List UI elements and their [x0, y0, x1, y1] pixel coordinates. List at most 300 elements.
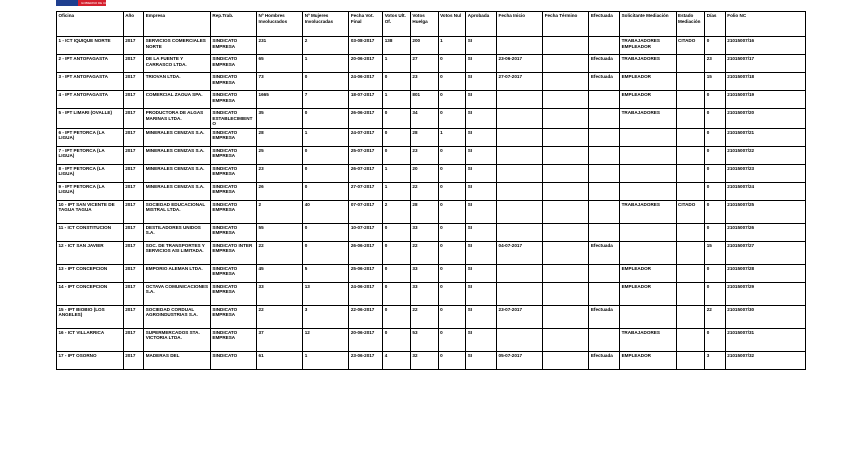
table-cell: 22: [410, 305, 438, 328]
table-cell: SINDICATO EMPRESA: [210, 73, 256, 91]
table-cell: [543, 55, 589, 73]
column-header: Fecha Inicio: [497, 12, 543, 37]
table-cell: 1: [383, 55, 411, 73]
table-cell: 21015007/28: [725, 264, 805, 282]
table-cell: 1: [438, 37, 466, 55]
table-cell: [497, 164, 543, 182]
table-cell: 2: [303, 37, 349, 55]
table-cell: [543, 305, 589, 328]
table-cell: 0: [383, 128, 411, 146]
table-row: [57, 37, 806, 55]
table-cell: PRODUCTORA DE ALGAS MARINAS LTDA.: [144, 109, 211, 129]
table-row: [57, 241, 806, 264]
table-cell: 28: [410, 128, 438, 146]
table-cell: 24-06-2017: [349, 73, 383, 91]
table-cell: 23: [410, 146, 438, 164]
table-cell: [620, 128, 676, 146]
table-cell: 03-08-2017: [349, 37, 383, 55]
table-cell: [543, 328, 589, 351]
table-cell: 0: [383, 223, 411, 241]
table-cell: SINDICATO EMPRESA: [210, 146, 256, 164]
table-cell: SI: [466, 146, 497, 164]
table-cell: [543, 282, 589, 305]
column-header: Votos Nul: [438, 12, 466, 37]
table-cell: 05-07-2017: [497, 351, 543, 369]
table-cell: 26-07-2017: [349, 164, 383, 182]
table-row: [57, 128, 806, 146]
table-cell: EMPLEADOR: [620, 264, 676, 282]
table-cell: [543, 73, 589, 91]
table-cell: 0: [705, 128, 726, 146]
table-cell: 10 - IPT SAN VICENTE DE TAGUA TAGUA: [57, 200, 124, 223]
table-cell: SINDICATO EMPRESA: [210, 328, 256, 351]
table-cell: 3: [303, 305, 349, 328]
negotiations-table: [56, 11, 806, 370]
table-cell: 37: [257, 328, 303, 351]
table-cell: 21015007/32: [725, 351, 805, 369]
table-cell: 0: [438, 73, 466, 91]
table-cell: 18-07-2017: [349, 91, 383, 109]
table-cell: 1: [303, 128, 349, 146]
table-cell: 25: [257, 146, 303, 164]
table-cell: 7 - IPT PETORCA (LA LIGUA): [57, 146, 124, 164]
table-cell: 33: [410, 282, 438, 305]
table-cell: 6 - IPT PETORCA (LA LIGUA): [57, 128, 124, 146]
table-cell: 1: [303, 351, 349, 369]
table-cell: 22: [410, 241, 438, 264]
table-cell: 0: [438, 91, 466, 109]
table-cell: 07-07-2017: [349, 200, 383, 223]
table-cell: 25-06-2017: [349, 264, 383, 282]
table-cell: [676, 264, 705, 282]
table-cell: 21015007/22: [725, 146, 805, 164]
table-cell: 3: [705, 351, 726, 369]
table-cell: 33: [410, 223, 438, 241]
table-cell: [543, 351, 589, 369]
table-cell: 0: [438, 305, 466, 328]
table-cell: SI: [466, 91, 497, 109]
table-cell: 0: [705, 200, 726, 223]
table-cell: 2017: [123, 200, 144, 223]
table-cell: 2017: [123, 182, 144, 200]
government-logo: [56, 0, 112, 7]
table-cell: 15 - IPT BIOBIO (LOS ANGELES): [57, 305, 124, 328]
table-cell: 2: [257, 200, 303, 223]
table-cell: 32: [410, 351, 438, 369]
table-cell: 0: [383, 146, 411, 164]
table-cell: SINDICATO EMPRESA: [210, 282, 256, 305]
table-cell: 55: [257, 223, 303, 241]
column-header: Rep.Trab.: [210, 12, 256, 37]
table-cell: TRABAJADORES EMPLEADOR: [620, 37, 676, 55]
table-cell: SI: [466, 37, 497, 55]
table-cell: SINDICATO EMPRESA: [210, 264, 256, 282]
table-cell: [620, 223, 676, 241]
table-header-row: [57, 12, 806, 37]
table-cell: MADERAS DEL: [144, 351, 211, 369]
table-cell: [676, 164, 705, 182]
table-cell: 20: [410, 164, 438, 182]
table-cell: SI: [466, 223, 497, 241]
table-cell: TRIOVAN LTDA.: [144, 73, 211, 91]
table-cell: SI: [466, 164, 497, 182]
table-cell: [543, 128, 589, 146]
table-cell: 10-07-2017: [349, 223, 383, 241]
column-header: Fecha Vot. Final: [349, 12, 383, 37]
table-cell: 9 - IPT PETORCA (LA LIGUA): [57, 182, 124, 200]
table-cell: [589, 91, 620, 109]
table-cell: [676, 328, 705, 351]
table-cell: 0: [705, 182, 726, 200]
column-header: Empresa: [144, 12, 211, 37]
column-header: Fecha Término: [543, 12, 589, 37]
table-cell: [497, 128, 543, 146]
table-cell: [543, 109, 589, 129]
table-cell: 27: [410, 55, 438, 73]
column-header: Nº Hombres Involucrados: [257, 12, 303, 37]
table-cell: DESTILADORES UNIDOS S.A.: [144, 223, 211, 241]
table-row: [57, 73, 806, 91]
table-cell: 21015007/21: [725, 128, 805, 146]
table-cell: 2017: [123, 223, 144, 241]
table-cell: 0: [438, 182, 466, 200]
table-cell: 65: [257, 55, 303, 73]
table-cell: 23: [410, 73, 438, 91]
table-cell: SI: [466, 264, 497, 282]
table-cell: [589, 109, 620, 129]
table-cell: [676, 351, 705, 369]
table-cell: 15: [705, 241, 726, 264]
table-cell: 21015007/27: [725, 241, 805, 264]
table-cell: 3 - IPT ANTOFAGASTA: [57, 73, 124, 91]
table-cell: 21015007/26: [725, 223, 805, 241]
table-cell: SINDICATO EMPRESA: [210, 128, 256, 146]
table-cell: 0: [303, 73, 349, 91]
table-cell: 138: [383, 37, 411, 55]
table-cell: 1: [438, 128, 466, 146]
column-header: Oficina: [57, 12, 124, 37]
table-cell: 11 - ICT CONSTITUCION: [57, 223, 124, 241]
table-cell: 8 - IPT PETORCA (LA LIGUA): [57, 164, 124, 182]
table-cell: 0: [303, 109, 349, 129]
table-cell: [676, 182, 705, 200]
table-cell: 26-06-2017: [349, 241, 383, 264]
table-row: [57, 305, 806, 328]
table-cell: [497, 182, 543, 200]
table-cell: 22: [257, 305, 303, 328]
table-cell: 0: [705, 109, 726, 129]
table-cell: 13: [303, 282, 349, 305]
table-row: [57, 164, 806, 182]
table-cell: 0: [705, 91, 726, 109]
table-cell: Efectuada: [589, 55, 620, 73]
table-cell: 2017: [123, 37, 144, 55]
table-cell: EMPLEADOR: [620, 351, 676, 369]
table-cell: Efectuada: [589, 73, 620, 91]
table-cell: SI: [466, 182, 497, 200]
table-cell: [589, 282, 620, 305]
table-cell: [543, 200, 589, 223]
table-cell: 15: [705, 73, 726, 91]
table-cell: 45: [257, 264, 303, 282]
table-cell: MINERALES CENIZAS S.A.: [144, 128, 211, 146]
table-cell: 0: [438, 109, 466, 129]
table-cell: 0: [438, 241, 466, 264]
table-cell: 231: [257, 37, 303, 55]
table-cell: 7: [303, 91, 349, 109]
table-row: [57, 55, 806, 73]
table-cell: SOC. DE TRANSPORTES Y SERVICIOS ASI LIMITADA.: [144, 241, 211, 264]
table-cell: MINERALES CENIZAS S.A.: [144, 146, 211, 164]
table-cell: 2: [383, 200, 411, 223]
table-cell: [620, 305, 676, 328]
table-cell: TRABAJADORES: [620, 109, 676, 129]
table-cell: 20-06-2017: [349, 328, 383, 351]
table-cell: [543, 223, 589, 241]
table-cell: [497, 91, 543, 109]
table-cell: SINDICATO EMPRESA: [210, 55, 256, 73]
table-cell: [589, 128, 620, 146]
table-cell: [589, 146, 620, 164]
table-cell: 0: [383, 73, 411, 91]
table-cell: OCTAVA COMUNICACIONES S.A.: [144, 282, 211, 305]
table-cell: DE LA FUENTE Y CARRASCO LTDA.: [144, 55, 211, 73]
table-cell: EMPLEADOR: [620, 91, 676, 109]
table-cell: 1: [383, 182, 411, 200]
table-cell: SINDICATO EMPRESA: [210, 200, 256, 223]
column-header: Días: [705, 12, 726, 37]
table-cell: [589, 37, 620, 55]
table-cell: 0: [383, 328, 411, 351]
table-cell: Efectuada: [589, 305, 620, 328]
table-cell: 1: [383, 164, 411, 182]
table-cell: 2017: [123, 164, 144, 182]
table-cell: SI: [466, 200, 497, 223]
table-cell: 14 - IPT CONCEPCION: [57, 282, 124, 305]
table-cell: 0: [383, 282, 411, 305]
table-row: [57, 264, 806, 282]
table-cell: SINDICATO ESTABLECIMIENTO: [210, 109, 256, 129]
table-cell: [589, 182, 620, 200]
table-cell: 0: [303, 223, 349, 241]
table-cell: 2017: [123, 73, 144, 91]
table-cell: [676, 73, 705, 91]
table-cell: SI: [466, 351, 497, 369]
table-cell: 2017: [123, 282, 144, 305]
table-cell: [589, 200, 620, 223]
table-cell: 22-06-2017: [349, 305, 383, 328]
table-cell: [620, 164, 676, 182]
table-cell: 21015007/17: [725, 55, 805, 73]
table-cell: 20-06-2017: [349, 55, 383, 73]
table-cell: [589, 264, 620, 282]
table-cell: [676, 146, 705, 164]
table-cell: 23: [705, 55, 726, 73]
table-cell: 0: [303, 182, 349, 200]
table-cell: [676, 305, 705, 328]
table-cell: 17 - IPT OSORNO: [57, 351, 124, 369]
table-cell: 0: [705, 146, 726, 164]
table-cell: 23: [257, 164, 303, 182]
table-cell: 0: [303, 241, 349, 264]
table-cell: 0: [303, 146, 349, 164]
column-header: Folio NC: [725, 12, 805, 37]
table-cell: [497, 146, 543, 164]
table-cell: SINDICATO EMPRESA: [210, 91, 256, 109]
table-cell: SI: [466, 128, 497, 146]
table-cell: [589, 223, 620, 241]
table-cell: 0: [705, 223, 726, 241]
table-cell: TRABAJADORES: [620, 200, 676, 223]
table-cell: 0: [438, 264, 466, 282]
table-cell: SINDICATO EMPRESA: [210, 305, 256, 328]
column-header: Aprobada: [466, 12, 497, 37]
table-cell: 22: [705, 305, 726, 328]
table-cell: Efectuada: [589, 351, 620, 369]
table-cell: 0: [438, 282, 466, 305]
column-header: Año: [123, 12, 144, 37]
table-cell: 2017: [123, 351, 144, 369]
table-cell: 21015007/29: [725, 282, 805, 305]
table-cell: 0: [438, 223, 466, 241]
table-cell: [676, 282, 705, 305]
table-row: [57, 223, 806, 241]
table-cell: 35: [257, 109, 303, 129]
table-cell: [676, 241, 705, 264]
table-cell: 27-07-2017: [497, 73, 543, 91]
table-cell: 2017: [123, 128, 144, 146]
table-cell: 21015007/18: [725, 73, 805, 91]
table-cell: 28: [257, 128, 303, 146]
table-cell: COMERCIAL ZAOUA SPA.: [144, 91, 211, 109]
table-cell: 0: [705, 282, 726, 305]
table-cell: 0: [438, 328, 466, 351]
table-cell: 21015007/16: [725, 37, 805, 55]
table-cell: 1 - ICT IQUIQUE NORTE: [57, 37, 124, 55]
table-cell: [543, 91, 589, 109]
table-cell: [543, 37, 589, 55]
table-cell: 0: [383, 305, 411, 328]
table-cell: 0: [438, 55, 466, 73]
table-cell: SINDICATO EMPRESA: [210, 37, 256, 55]
table-cell: 0: [383, 264, 411, 282]
table-row: [57, 328, 806, 351]
table-cell: 0: [705, 37, 726, 55]
table-cell: 0: [303, 164, 349, 182]
table-cell: 73: [257, 73, 303, 91]
table-row: [57, 182, 806, 200]
table-cell: 24-06-2017: [349, 282, 383, 305]
table-cell: 1: [383, 91, 411, 109]
table-cell: [543, 241, 589, 264]
table-row: [57, 91, 806, 109]
table-cell: [497, 109, 543, 129]
column-header: Solicitante Mediación: [620, 12, 676, 37]
table-cell: 26-06-2017: [349, 109, 383, 129]
table-cell: 61: [257, 351, 303, 369]
table-cell: 25-07-2017: [349, 146, 383, 164]
table-cell: [620, 241, 676, 264]
logo-text: GOBIERNO DE CHILE: [81, 1, 112, 5]
table-cell: [497, 200, 543, 223]
table-cell: SI: [466, 328, 497, 351]
table-cell: [497, 223, 543, 241]
table-cell: 1665: [257, 91, 303, 109]
table-cell: 1: [303, 55, 349, 73]
table-cell: 21015007/31: [725, 328, 805, 351]
table-cell: [497, 282, 543, 305]
table-cell: [497, 37, 543, 55]
table-cell: 2017: [123, 146, 144, 164]
table-cell: [543, 182, 589, 200]
table-cell: 04-07-2017: [497, 241, 543, 264]
table-cell: SINDICATO: [210, 351, 256, 369]
table-cell: SOCIEDAD CORDUAL AGROINDUSTRIAS S.A.: [144, 305, 211, 328]
table-cell: [589, 164, 620, 182]
table-cell: [543, 146, 589, 164]
table-cell: 23-07-2017: [497, 305, 543, 328]
table-cell: 4 - IPT ANTOFAGASTA: [57, 91, 124, 109]
table-cell: SINDICATO EMPRESA: [210, 182, 256, 200]
table-cell: 28: [410, 200, 438, 223]
table-cell: 21015007/30: [725, 305, 805, 328]
table-cell: MINERALES CENIZAS S.A.: [144, 164, 211, 182]
table-cell: SI: [466, 109, 497, 129]
table-cell: Efectuada: [589, 241, 620, 264]
table-cell: CITADO: [676, 200, 705, 223]
table-cell: 21015007/25: [725, 200, 805, 223]
table-cell: SINDICATO EMPRESA: [210, 223, 256, 241]
column-header: Efectuada: [589, 12, 620, 37]
table-row: [57, 351, 806, 369]
table-cell: CITADO: [676, 37, 705, 55]
table-cell: SUPERMERCADOS STA. VICTORIA LTDA.: [144, 328, 211, 351]
table-cell: 0: [705, 164, 726, 182]
table-cell: [543, 164, 589, 182]
table-cell: 2017: [123, 328, 144, 351]
column-header: Votos Ult. Of.: [383, 12, 411, 37]
table-cell: 24-07-2017: [349, 128, 383, 146]
table-cell: 5 - IPT LIMARI (OVALLE): [57, 109, 124, 129]
table-cell: 2017: [123, 241, 144, 264]
table-cell: 12 - ICT SAN JAVIER: [57, 241, 124, 264]
table-cell: 23-06-2017: [349, 351, 383, 369]
table-cell: 12: [303, 328, 349, 351]
table-cell: [676, 128, 705, 146]
table-row: [57, 200, 806, 223]
table-row: [57, 282, 806, 305]
table-cell: 2017: [123, 91, 144, 109]
table-cell: [676, 55, 705, 73]
table-cell: 2017: [123, 109, 144, 129]
table-cell: 21015007/20: [725, 109, 805, 129]
table-cell: 16 - ICT VILLARRICA: [57, 328, 124, 351]
table-cell: SI: [466, 282, 497, 305]
column-header: Nº Mujeres Involucradas: [303, 12, 349, 37]
table-cell: 21015007/19: [725, 91, 805, 109]
table-cell: SINDICATO INTER EMPRESA: [210, 241, 256, 264]
table-cell: 26: [257, 182, 303, 200]
table-cell: [620, 182, 676, 200]
table-cell: SI: [466, 241, 497, 264]
table-cell: EMPLEADOR: [620, 73, 676, 91]
table-cell: 21015007/23: [725, 164, 805, 182]
table-cell: [543, 264, 589, 282]
table-cell: [497, 264, 543, 282]
table-cell: SI: [466, 73, 497, 91]
table-cell: [676, 91, 705, 109]
table-cell: 21015007/24: [725, 182, 805, 200]
